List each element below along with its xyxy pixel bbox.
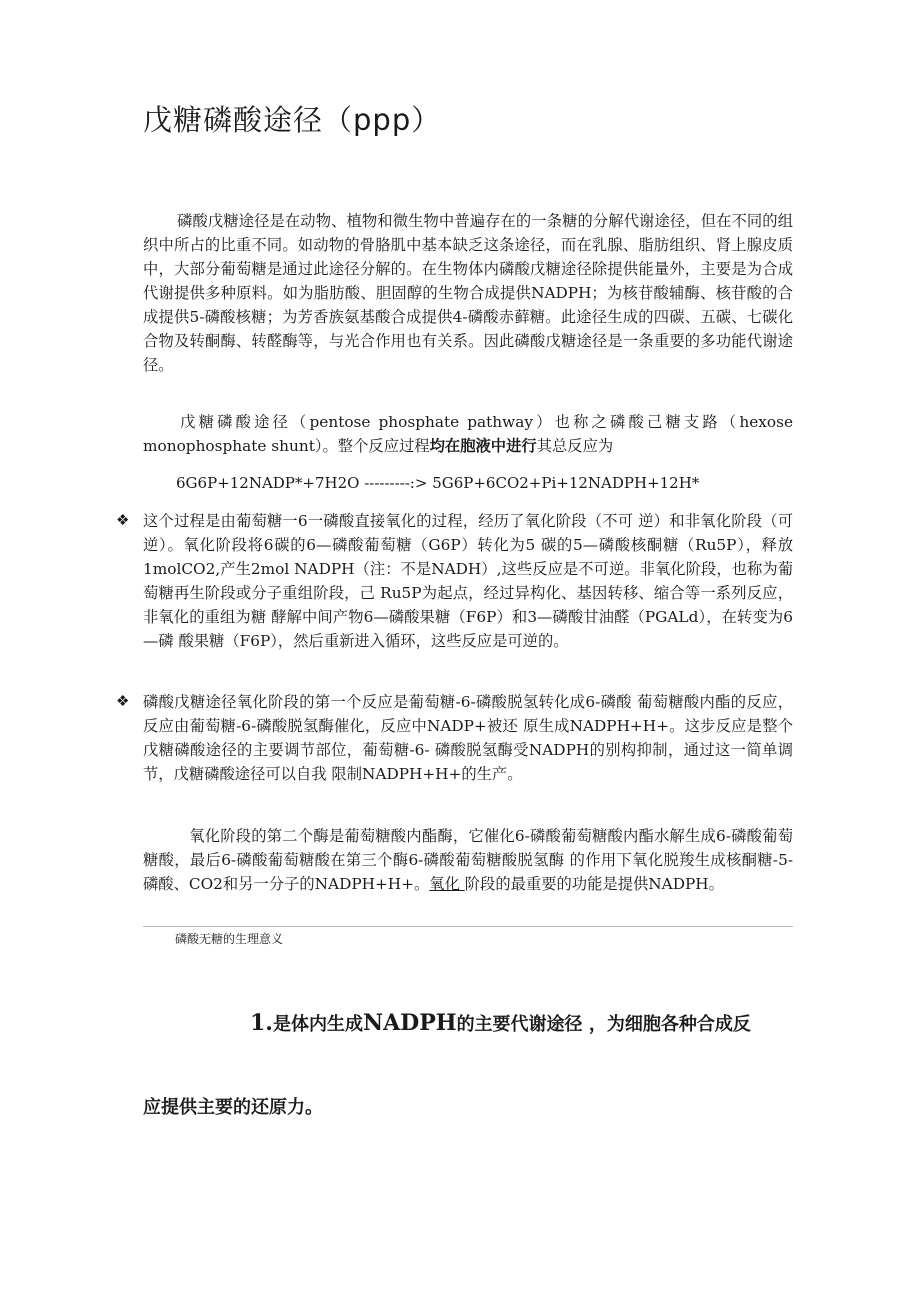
section-caption: 磷酸无糖的生理意义: [175, 932, 284, 946]
page-title: 戊糖磷酸途径（ppp）: [143, 103, 442, 137]
definition-emphasis: 均在胞液中进行: [429, 437, 537, 455]
underlined-term: 氧化: [429, 875, 465, 893]
key-point-keyword: NADPH: [362, 1010, 457, 1036]
intro-paragraph: [143, 209, 793, 377]
bullet-paragraph-2: 磷酸戊糖途径氧化阶段的第一个反应是葡萄糖-6-磷酸脱氢转化成6-磷酸 葡萄糖酸内酯的反应，反应由葡萄糖-6-磷酸脱氢酶催化，反应中NADP+被还 原生成NADPH+H+。这步反应是整个戊糖磷酸途径的主要调节部位，葡萄糖-6- 磷酸脱氢酶受NADPH的别构抑制，通过这一简单调节，戊糖磷酸途径可以自我 限制NADPH+H+的生产。: [143, 693, 793, 783]
key-point-text-b: 的主要代谢途径 ，为细胞各种合成反: [456, 1014, 751, 1035]
key-point-text-a: 是体内生成: [272, 1014, 363, 1035]
intro-text: 磷酸戊糖途径是在动物、植物和微生物中普遍存在的一条糖的分解代谢途径，但在不同的组织中所占的比重不同。如动物的骨胳肌中基本缺乏这条途径，而在乳腺、脂肪组织、肾上腺皮质中，大部分葡萄糖是通过此途径分解的。在生物体内磷酸戊糖途径除提供能量外，主要是为合成代谢提供多种原料。如为脂肪酸、胆固醇的生物合成提供NADPH；为核苷酸辅酶、核苷酸的合成提供5-磷酸核糖；为芳香族氨基酸合成提供4-磷酸赤藓糖。此途径生成的四碳、五碳、七碳化合物及转酮酶、转醛酶等，与光合作用也有关系。因此磷酸戊糖途径是一条重要的多功能代谢途径。: [143, 212, 793, 374]
key-point-heading: [250, 1010, 751, 1036]
diamond-bullet-icon: ❖: [116, 692, 130, 710]
second-enzyme-paragraph: [143, 824, 793, 896]
second-enzyme-text-end: 阶段的最重要的功能是提供NADPH。: [464, 875, 724, 893]
overall-reaction-formula: 6G6P+12NADP*+7H2O ---------:> 5G6P+6CO2+Pi+12NADPH+12H*: [176, 474, 700, 492]
section-divider: [143, 926, 793, 927]
key-point-number: 1.: [250, 1010, 273, 1036]
definition-text-after: 其总反应为: [536, 437, 614, 455]
key-point-continuation: 应提供主要的还原力。: [143, 1097, 323, 1118]
diamond-bullet-icon: ❖: [116, 511, 130, 529]
definition-text-before: 戊糖磷酸途径（pentose phosphate pathway）也称之磷酸己糖支路（hexose monophosphate shunt）。整个反应过程: [143, 413, 793, 455]
definition-paragraph: [143, 410, 793, 458]
bullet-paragraph-1: 这个过程是由葡萄糖一6一磷酸直接氧化的过程，经历了氧化阶段（不可 逆）和非氧化阶段（可逆）。氧化阶段将6碳的6—磷酸葡萄糖（G6P）转化为5 碳的5—磷酸核酮糖（Ru5P），释放1molCO2,产生2mol NADPH（注：不是NADH）,这些反应是不可逆。非氧化阶段，也称为葡萄糖再生阶段或分子重组阶段，己 Ru5P为起点，经过异构化、基因转移、缩合等一系列反应，非氧化的重组为糖 酵解中间产物6—磷酸果糖（F6P）和3—磷酸甘油醛（PGALd），在转变为6—磷 酸果糖（F6P），然后重新进入循环，这些反应是可逆的。: [143, 512, 793, 650]
second-enzyme-text: 氧化阶段的第二个酶是葡萄糖酸内酯酶，它催化6-磷酸葡萄糖酸内酯水解生成6-磷酸葡萄糖酸，最后6-磷酸葡萄糖酸在第三个酶6-磷酸葡萄糖酸脱氢酶 的作用下氧化脱羧生成核酮糖-5-磷酸、CO2和另一分子的NADPH+H+。: [143, 827, 793, 893]
